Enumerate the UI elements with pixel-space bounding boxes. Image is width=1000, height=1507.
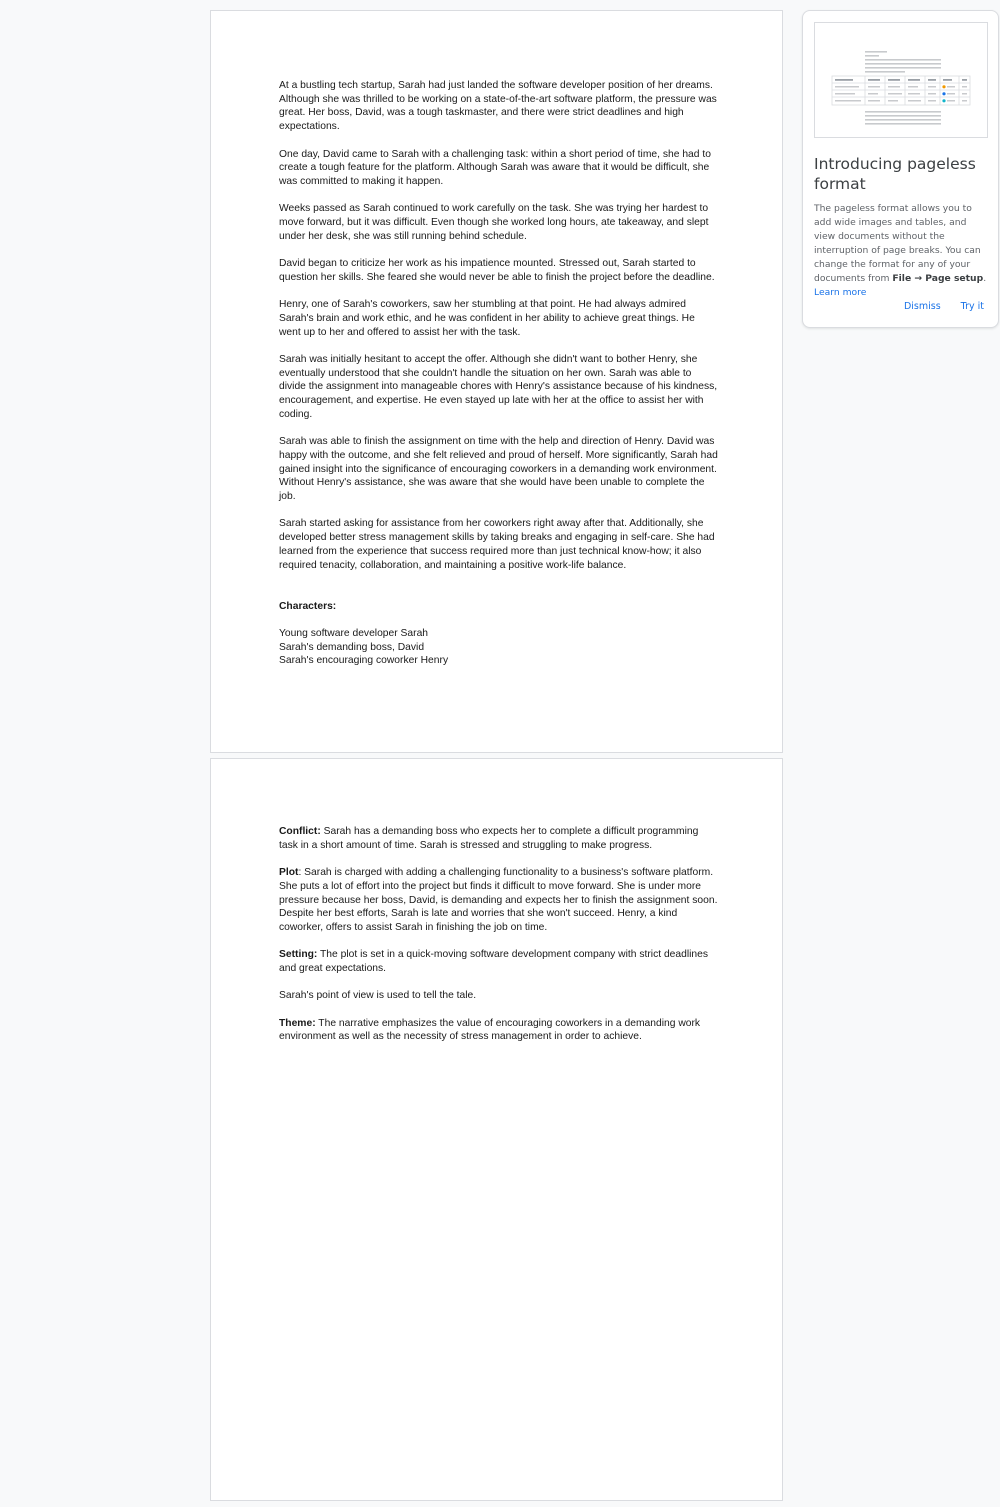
setting-text: The plot is set in a quick-moving software development company with strict deadlines and great expectations.: [279, 949, 709, 974]
paragraph: Weeks passed as Sarah continued to work carefully on the task. She was trying her hardest to move forward, but it was difficult. Even though she worked long hours, ate takeaway, and slept under her desk, she was still running behind schedule.: [279, 203, 709, 242]
setting-paragraph: [279, 948, 719, 975]
character-line: Sarah's encouraging coworker Henry: [279, 655, 449, 667]
plot-label: Plot: [279, 867, 299, 879]
paragraph: Henry, one of Sarah's coworkers, saw her stumbling at that point. He had always admired Sarah's brain and work ethic, and he was confident in her ability to achieve great things. He went up to her and offered to assist her with the task.: [279, 299, 695, 338]
theme-paragraph: [279, 1017, 719, 1044]
try-it-button[interactable]: Try it: [960, 301, 984, 312]
page-1-content[interactable]: [279, 79, 719, 668]
card-title: Introducing pageless format: [814, 155, 976, 193]
blank-line: [279, 586, 719, 600]
theme-text: The narrative emphasizes the value of encouraging coworkers in a demanding work environment as well as the necessity of stress management in order to achieve.: [279, 1017, 701, 1043]
plot-paragraph: [279, 866, 719, 935]
paragraph: Sarah was able to finish the assignment on time with the help and direction of Henry. David was happy with the outcome, and she felt relieved and proud of herself. More significantly, Sarah had gained insight into the significance of encouraging coworkers in a demanding work environment. Without Henry's assistance, she was aware that she would have been unable to complete the job.: [279, 436, 718, 502]
dismiss-button[interactable]: Dismiss: [903, 301, 941, 312]
conflict-paragraph: [279, 825, 719, 852]
characters-heading: Characters:: [279, 600, 337, 612]
paragraph: One day, David came to Sarah with a challenging task: within a short period of time, she had to create a tough feature for the platform. Although Sarah was aware that it would be difficult, she was committed to making it happen.: [279, 148, 711, 187]
character-line: Sarah's demanding boss, David: [279, 641, 425, 653]
card-description: The pageless format allows you to add wide images and tables, and view documents without the interruption of page breaks. You can change the format for any of your documents from File → Page setup. Learn more: [814, 203, 987, 298]
document-page-2[interactable]: [210, 758, 783, 1501]
pageless-format-card: [802, 10, 999, 328]
learn-more-link[interactable]: Learn more: [814, 287, 867, 298]
table-preview-illustration: [814, 22, 988, 138]
card-actions: [904, 301, 984, 312]
conflict-label: Conflict:: [279, 826, 321, 837]
paragraph: Sarah started asking for assistance from her coworkers right away after that. Additionally, she developed better stress management skills by taking breaks and engaging in self-care. She had learned from the experience that success required more than just technical know-how; it also required tenacity, collaboration, and maintaining a positive work-life balance.: [279, 518, 715, 571]
document-page-1[interactable]: [210, 10, 783, 753]
character-line: Young software developer Sarah: [279, 627, 429, 639]
table-preview-icon: [815, 23, 987, 137]
theme-label: Theme:: [279, 1017, 316, 1029]
pov-paragraph: Sarah's point of view is used to tell the tale.: [279, 990, 477, 1002]
menu-path: File → Page setup: [892, 273, 984, 284]
paragraph: Sarah was initially hesitant to accept the offer. Although she didn't want to bother Henry, she eventually understood that she couldn't handle the situation on her own. Sarah was able to divide the assignment into manageable chores with Henry's assistance because of his kindness, encouragement, and expertise. He even stayed up late with her at the office to assist her with coding.: [279, 353, 718, 420]
setting-label: Setting:: [279, 949, 318, 961]
paragraph: David began to criticize her work as his impatience mounted. Stressed out, Sarah started to question her skills. She feared she would never be able to finish the project before the deadline.: [279, 258, 715, 283]
paragraph: At a bustling tech startup, Sarah had just landed the software developer position of her dreams. Although she was thrilled to be working on a state-of-the-art software platform, the pressure was great. Her boss, David, was a tough taskmaster, and there were strict deadlines and high expectations.: [279, 80, 717, 133]
plot-text: : Sarah is charged with adding a challenging functionality to a business's software platform. She puts a lot of effort into the project but finds it difficult to move forward. She is under more pressure because her boss, David, is demanding and expects her to finish the assignment soon. Despite her best efforts, Sarah is late and worries that she won't succeed. Henry, a kind coworker, offers to assist Sarah in finishing the job on time.: [279, 867, 718, 933]
conflict-text: Sarah has a demanding boss who expects her to complete a difficult programming task in a short amount of time. Sarah is stressed and struggling to make progress.: [279, 826, 699, 851]
page-2-content[interactable]: [279, 825, 719, 1058]
